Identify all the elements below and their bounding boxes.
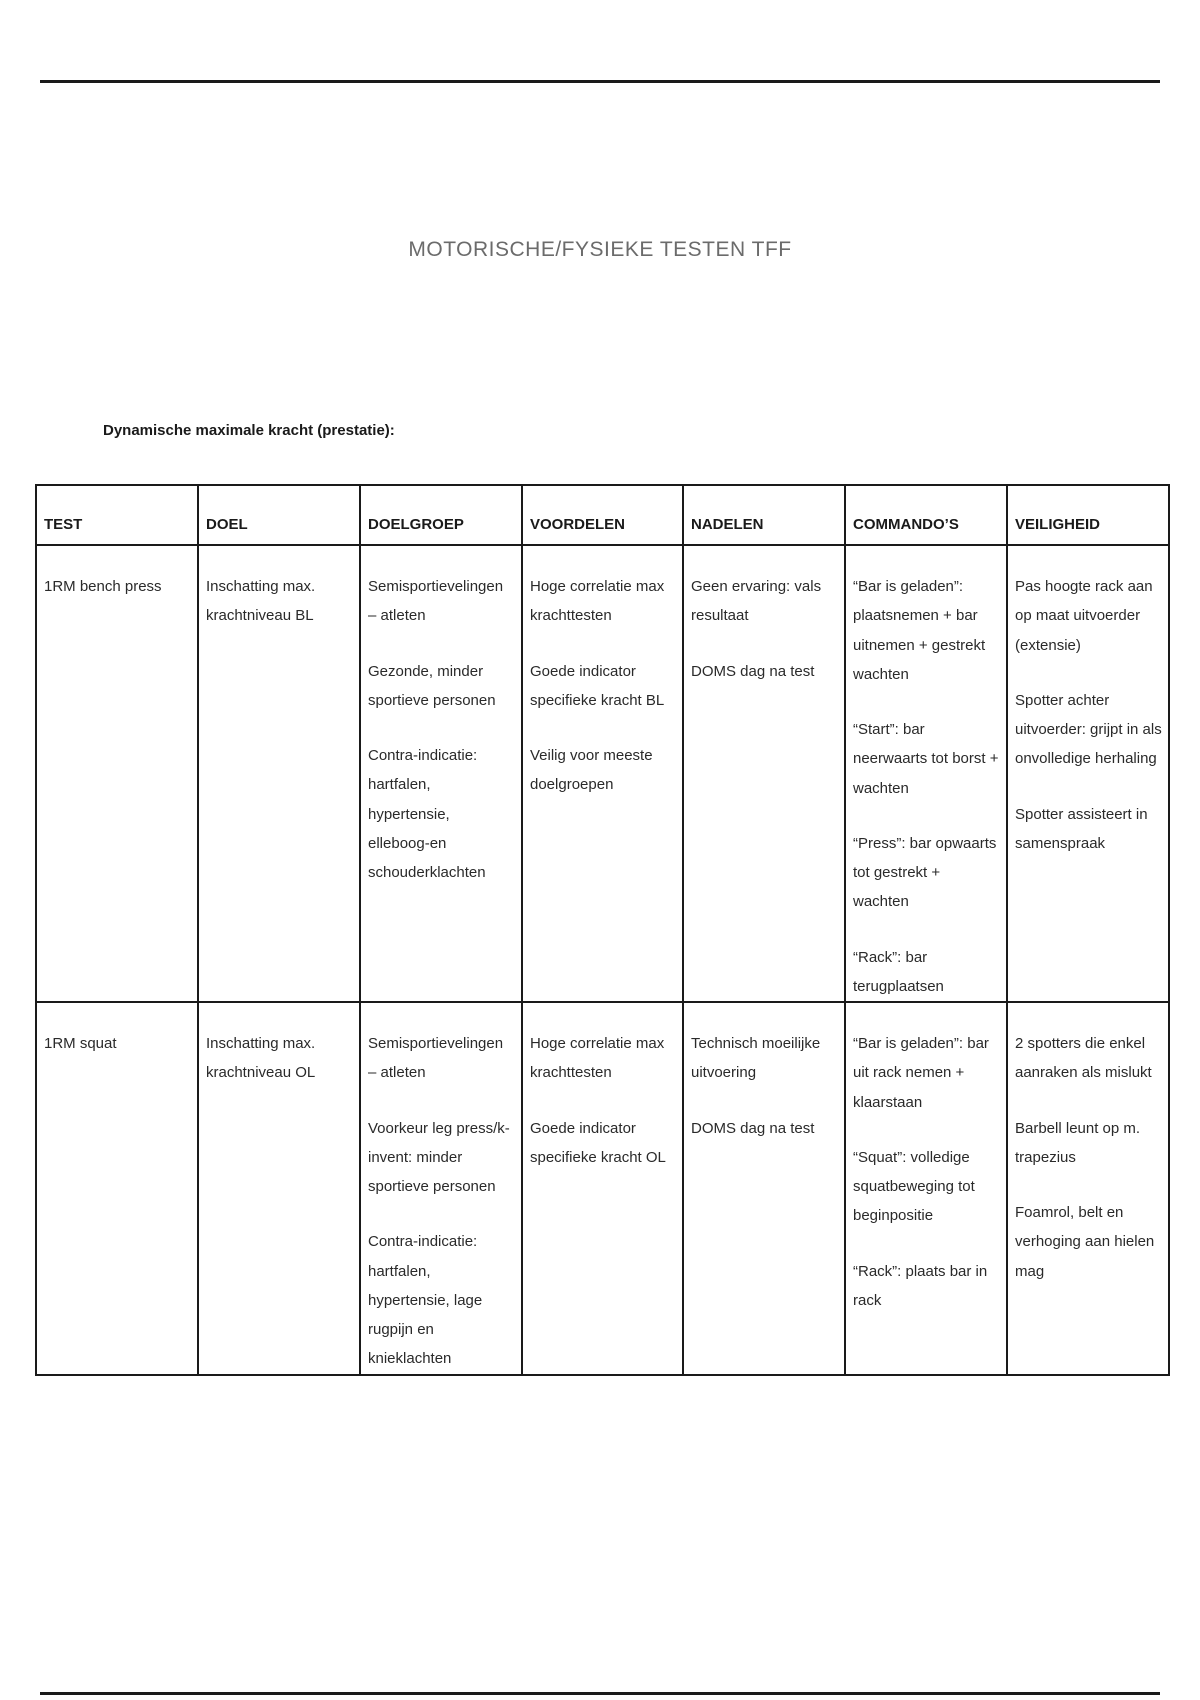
cell-doel <box>198 1002 360 1375</box>
cell-test <box>36 1002 198 1375</box>
cell-text: “Rack”: plaats bar in rack <box>853 1262 988 1309</box>
cell-voordelen <box>522 545 683 1002</box>
cell-veiligheid <box>1007 545 1169 1002</box>
cell-doelgroep <box>360 545 522 1002</box>
cell-text: “Rack”: bar terugplaatsen <box>853 948 944 995</box>
cell-commandos <box>845 1002 1007 1375</box>
cell-text: Contra-indicatie: hartfalen, hypertensie, lage rugpijn en knieklachten <box>368 1233 483 1368</box>
cell-text: “Bar is geladen”: plaatsnemen + bar uitnemen + gestrekt wachten <box>853 578 986 683</box>
header-veiligheid: VEILIGHEID <box>1007 485 1169 545</box>
cell-text: Hoge correlatie max krachttesten <box>530 1035 665 1082</box>
bottom-rule <box>40 1692 1160 1695</box>
header-doelgroep: DOELGROEP <box>360 485 522 545</box>
cell-text: Inschatting max. krachtniveau BL <box>206 578 316 625</box>
cell-text: Contra-indicatie: hartfalen, hypertensie, elleboog-en schouderklachten <box>368 747 486 881</box>
header-voordelen: VOORDELEN <box>522 485 683 545</box>
cell-text: Voorkeur leg press/k-invent: minder sportieve personen <box>368 1119 510 1195</box>
cell-test <box>36 545 198 1002</box>
document-title: MOTORISCHE/FYSIEKE TESTEN TFF <box>408 238 792 261</box>
cell-text: “Bar is geladen”: bar uit rack nemen + klaarstaan <box>853 1035 989 1111</box>
cell-text: Geen ervaring: vals resultaat <box>691 578 822 625</box>
cell-text: Goede indicator specifieke kracht BL <box>530 662 665 709</box>
cell-text: Inschatting max. krachtniveau OL <box>206 1035 316 1082</box>
header-doel: DOEL <box>198 485 360 545</box>
section-heading: Dynamische maximale kracht (prestatie): <box>103 422 395 439</box>
cell-text: 1RM squat <box>44 1035 117 1052</box>
cell-nadelen <box>683 1002 845 1375</box>
cell-text: “Squat”: volledige squatbeweging tot beginpositie <box>853 1148 975 1225</box>
cell-doel <box>198 545 360 1002</box>
cell-text: 1RM bench press <box>44 578 162 595</box>
header-nadelen: NADELEN <box>683 485 845 545</box>
cell-text: Goede indicator specifieke kracht OL <box>530 1119 666 1166</box>
cell-text: 2 spotters die enkel aanraken als mislukt <box>1015 1035 1152 1082</box>
cell-text: DOMS dag na test <box>691 1119 815 1137</box>
cell-text: Pas hoogte rack aan op maat uitvoerder (extensie) <box>1015 578 1153 654</box>
cell-veiligheid <box>1007 1002 1169 1375</box>
header-test: TEST <box>36 485 198 545</box>
cell-text: DOMS dag na test <box>691 662 815 680</box>
cell-text: Foamrol, belt en verhoging aan hielen mag <box>1015 1204 1155 1280</box>
cell-voordelen <box>522 1002 683 1375</box>
table-row <box>36 545 1169 1002</box>
tests-table <box>35 484 1170 1376</box>
cell-commandos <box>845 545 1007 1002</box>
table-row <box>36 1002 1169 1375</box>
cell-text: Semisportievelingen – atleten <box>368 1035 504 1082</box>
cell-text: Spotter assisteert in samenspraak <box>1015 805 1148 852</box>
cell-text: Technisch moeilijke uitvoering <box>691 1035 821 1082</box>
cell-text: Hoge correlatie max krachttesten <box>530 578 665 625</box>
cell-text: “Start”: bar neerwaarts tot borst + wachten <box>853 721 999 797</box>
cell-nadelen <box>683 545 845 1002</box>
header-commandos: COMMANDO’S <box>845 485 1007 545</box>
top-rule <box>40 80 1160 83</box>
cell-text: Spotter achter uitvoerder: grijpt in als onvolledige herhaling <box>1015 691 1162 768</box>
cell-text: Semisportievelingen – atleten <box>368 578 504 625</box>
cell-text: Barbell leunt op m. trapezius <box>1015 1119 1141 1166</box>
cell-text: Veilig voor meeste doelgroepen <box>530 747 653 794</box>
cell-text: Gezonde, minder sportieve personen <box>368 662 496 709</box>
cell-text: “Press”: bar opwaarts tot gestrekt + wachten <box>853 834 997 911</box>
cell-doelgroep <box>360 1002 522 1375</box>
table-header-row <box>36 485 1169 545</box>
